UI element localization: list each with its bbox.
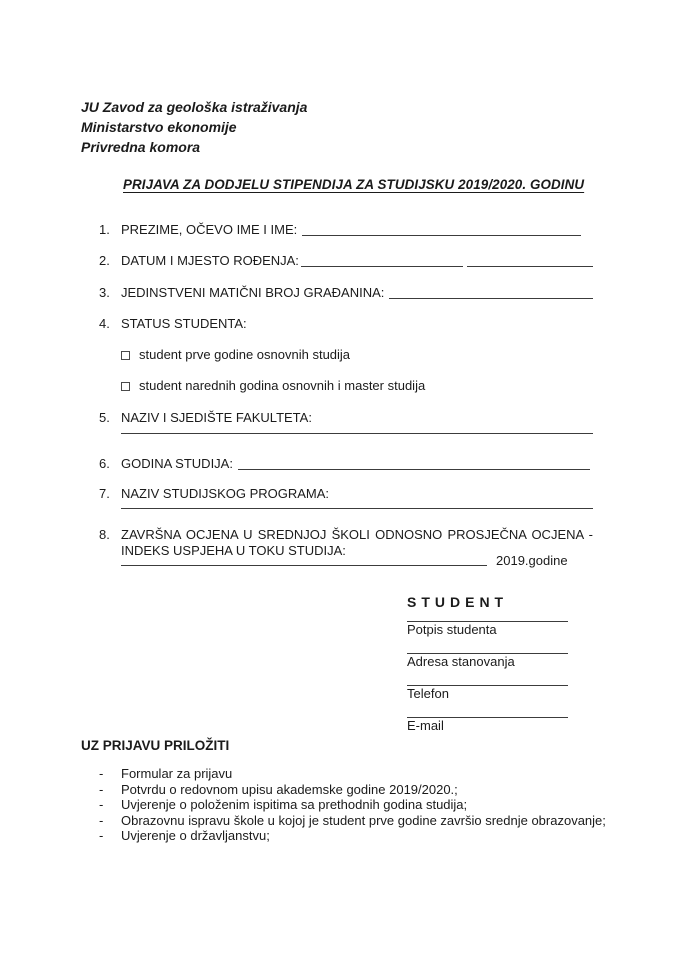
signature-field-adresa [407, 643, 597, 670]
student-heading: STUDENT [407, 594, 509, 610]
attachments-list [99, 766, 644, 844]
blank-line [301, 265, 463, 267]
option-label: student narednih godina osnovnih i master studija [139, 378, 426, 393]
blank-line [121, 507, 593, 509]
checkbox-icon [121, 382, 130, 391]
org-line: JU Zavod za geološka istraživanja [81, 99, 308, 115]
attachment-text: Formular za prijavu [121, 766, 233, 781]
form-item-status-studenta [99, 316, 593, 332]
blank-line [121, 564, 487, 566]
attachment-item [99, 828, 644, 844]
attachment-item [99, 766, 644, 782]
item-label-line2: INDEKS USPJEHA U TOKU STUDIJA: [121, 543, 346, 558]
item-label: GODINA STUDIJA: [121, 456, 233, 471]
attachment-text: Uvjerenje o položenim ispitima sa prethodnih godina studija; [121, 797, 468, 813]
dash-bullet: - [99, 828, 104, 844]
status-option-next-years [121, 378, 425, 394]
student-signature-block [407, 594, 597, 739]
item-label: NAZIV STUDIJSKOG PROGRAMA: [121, 486, 330, 501]
item-number: 1. [99, 222, 110, 237]
signature-line [407, 707, 568, 718]
form-item-studijski-program [99, 486, 593, 502]
checkbox-icon [121, 351, 130, 360]
attachment-text: Obrazovnu ispravu škole u kojoj je student prve godine završio srednje obrazovanje; [121, 812, 606, 828]
item-number: 4. [99, 316, 110, 331]
ocjena-answer-row [121, 553, 593, 568]
dash-bullet: - [99, 766, 104, 781]
attachment-item [99, 782, 644, 798]
attachment-item [99, 813, 644, 829]
item-number: 7. [99, 486, 110, 501]
form-item-fakultet [99, 410, 593, 426]
org-header [81, 97, 307, 157]
org-line: Privredna komora [81, 139, 201, 155]
signature-field-potpis [407, 611, 597, 638]
org-line: Ministarstvo ekonomije [81, 119, 237, 135]
blank-line [389, 297, 593, 299]
signature-line [407, 675, 568, 686]
item-label: DATUM I MJESTO ROĐENJA: [121, 253, 299, 268]
blank-line [238, 468, 590, 470]
item-label: PREZIME, OČEVO IME I IME: [121, 222, 298, 237]
status-option-first-year [121, 347, 350, 363]
item-number: 8. [99, 527, 110, 542]
signature-field-email [407, 707, 597, 734]
item-label: JEDINSTVENI MATIČNI BROJ GRAĐANINA: [121, 285, 385, 300]
item-label: NAZIV I SJEDIŠTE FAKULTETA: [121, 410, 312, 425]
signature-line [407, 643, 568, 654]
item-label-line1: ZAVRŠNA OCJENA U SREDNJOJ ŠKOLI ODNOSNO PROSJEČNA OCJENA - [121, 527, 593, 542]
form-item-prezime [99, 222, 593, 238]
item-number: 2. [99, 253, 110, 268]
blank-line [302, 234, 581, 236]
signature-label: Telefon [407, 686, 449, 701]
item-number: 3. [99, 285, 110, 300]
item-number: 6. [99, 456, 110, 471]
blank-line [121, 432, 593, 434]
document-title: PRIJAVA ZA DODJELU STIPENDIJA ZA STUDIJSKU 2019/2020. GODINU [123, 177, 585, 192]
signature-field-telefon [407, 675, 597, 702]
form-item-godina-studija [99, 456, 593, 472]
signature-line [407, 611, 568, 622]
item-label: STATUS STUDENTA: [121, 316, 247, 331]
attachment-item [99, 797, 644, 813]
attachment-text: Potvrdu o redovnom upisu akademske godine 2019/2020.; [121, 781, 458, 797]
option-label: student prve godine osnovnih studija [139, 347, 351, 362]
attachment-text: Uvjerenje o državljanstvu; [121, 828, 270, 844]
dash-bullet: - [99, 797, 104, 813]
attachments-heading: UZ PRIJAVU PRILOŽITI [81, 738, 230, 753]
blank-line [467, 265, 593, 267]
signature-label: Potpis studenta [407, 622, 497, 637]
year-note: 2019.godine [496, 553, 568, 568]
dash-bullet: - [99, 781, 104, 797]
dash-bullet: - [99, 812, 104, 828]
form-item-datum-rodjenja [99, 253, 593, 269]
signature-label: Adresa stanovanja [407, 654, 515, 669]
form-item-maticni-broj [99, 285, 593, 301]
item-number: 5. [99, 410, 110, 425]
signature-label: E-mail [407, 718, 444, 733]
